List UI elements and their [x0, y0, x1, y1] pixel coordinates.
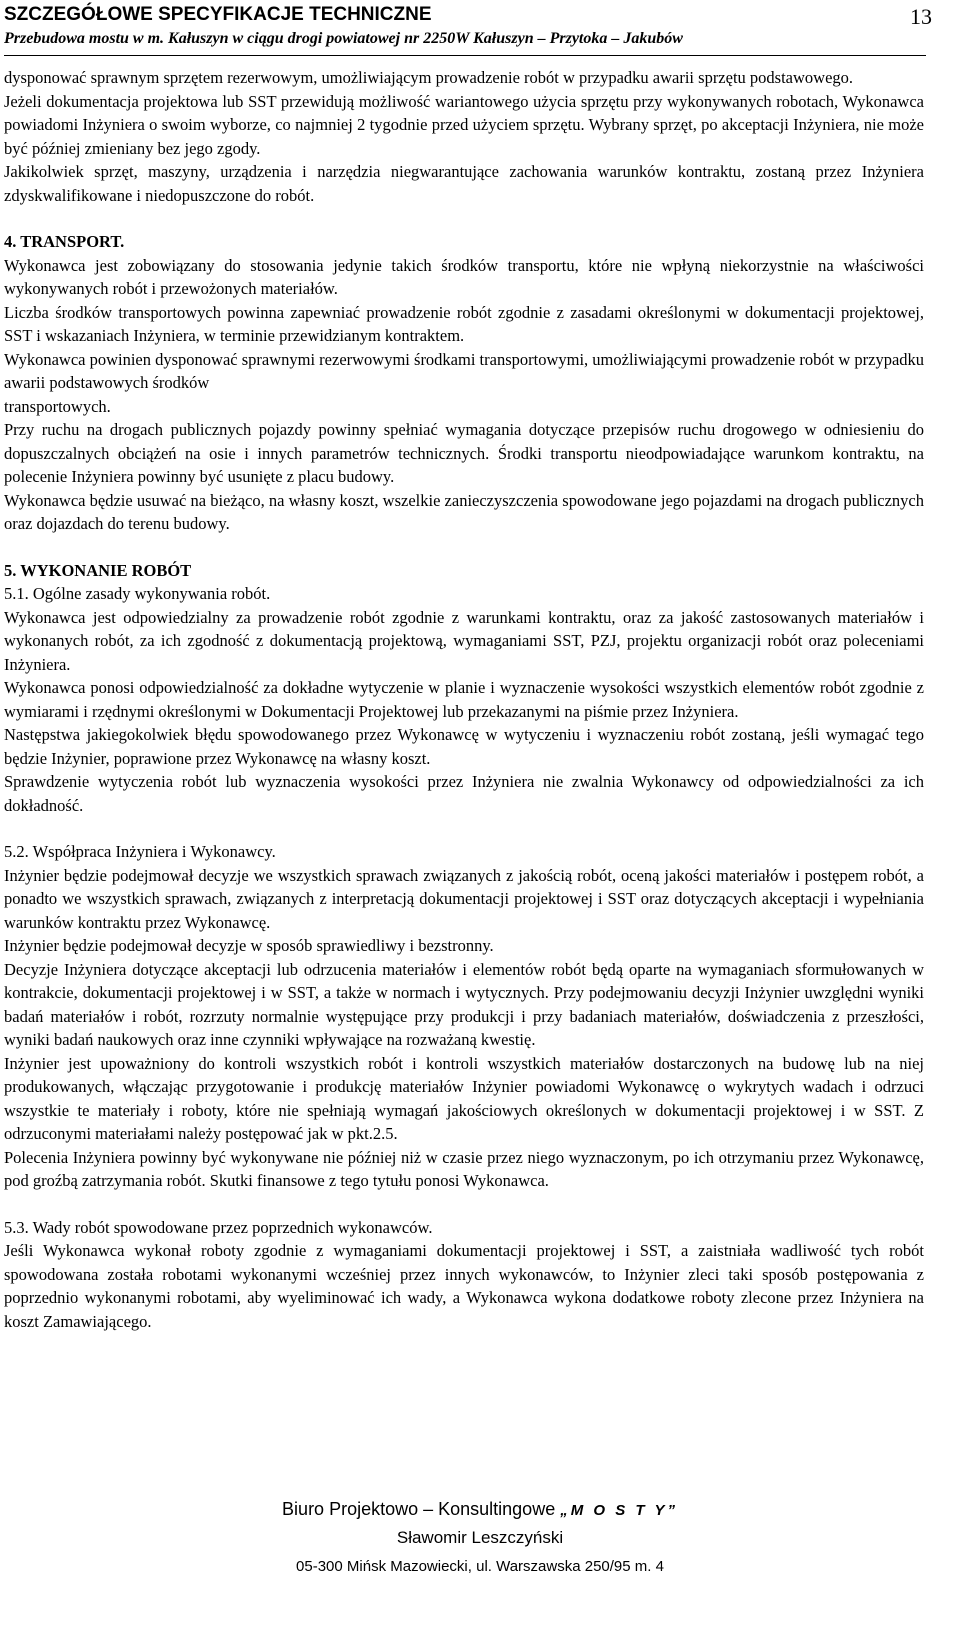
- paragraph: Sprawdzenie wytyczenia robót lub wyznaczenia wysokości przez Inżyniera nie zwalnia Wykonawcy od odpowiedzialności za ich dokładność.: [4, 772, 924, 815]
- section-heading: 4. TRANSPORT.: [4, 232, 125, 251]
- paragraph: Jakikolwiek sprzęt, maszyny, urządzenia i narzędzia niegwarantujące zachowania warunków kontraktu, zostaną przez Inżyniera zdyskwalifikowane i niedopuszczone do robót.: [4, 162, 924, 205]
- paragraph: Wykonawca powinien dysponować sprawnymi rezerwowymi środkami transportowymi, umożliwiającymi prowadzenie robót w przypadku awarii podstawowych środków: [4, 349, 925, 392]
- document-subtitle: Przebudowa mostu w m. Kałuszyn w ciągu drogi powiatowej nr 2250W Kałuszyn – Przytoka – Jakubów: [4, 30, 683, 47]
- paragraph-spacer: [4, 207, 924, 230]
- paragraph: 5.3. Wady robót spowodowane przez poprzednich wykonawców.: [4, 1217, 433, 1237]
- document-title: SZCZEGÓŁOWE SPECYFIKACJE TECHNICZNE: [4, 4, 432, 25]
- header-divider: [4, 55, 926, 56]
- footer-company: [0, 1496, 960, 1524]
- paragraph: 5.1. Ogólne zasady wykonywania robót.: [4, 584, 271, 603]
- paragraph: Wykonawca jest odpowiedzialny za prowadzenie robót zgodnie z warunkami kontraktu, oraz za jakość zastosowanych materiałów i wykonanych robót, za ich zgodność z dokumentacją projektową, wymaganiami SST, PZJ, projektu organizacji robót oraz poleceniami Inżyniera.: [4, 607, 924, 674]
- paragraph: dysponować sprawnym sprzętem rezerwowym, umożliwiającym prowadzenie robót w przypadku awarii sprzętu podstawowego.: [4, 68, 854, 87]
- paragraph: Inżynier będzie podejmował decyzje we wszystkich sprawach związanych z jakością robót, oceną jakości materiałów i postępem robót, a ponadto we wszystkich sprawach, związanych z interpretacją dokumentacji projektowej i SST oraz dotyczących akceptacji i wypełniania warunków kontraktu przez Wykonawcę.: [4, 865, 924, 932]
- footer-address: 05-300 Mińsk Mazowiecki, ul. Warszawska 250/95 m. 4: [296, 1558, 664, 1575]
- paragraph: Jeśli Wykonawca wykonał roboty zgodnie z wymaganiami dokumentacji projektowej i SST, a zaistniała wadliwość tych robót spowodowana została robotami wykonanymi wcześniej przez innych wykonawców, to Inżynier zleci taki sposób postępowania z poprzednio wykonanymi robotami, aby wyeliminować ich wady, a Wykonawca wykona dodatkowe roboty zlecone przez Inżyniera na koszt Zamawiającego.: [4, 1241, 924, 1331]
- paragraph-spacer: [4, 536, 924, 559]
- footer-brand: „M O S T Y”: [560, 1502, 678, 1519]
- paragraph: Decyzje Inżyniera dotyczące akceptacji lub odrzucenia materiałów i elementów robót będą oparte na wymaganiach sformułowanych w kontrakcie, dokumentacji projektowej i w SST, a także w normach i wytycznych. Przy podejmowaniu decyzji Inżynier uwzględni wyniki badań materiałów i robót, rozrzuty normalnie występujące przy produkcji i przy badaniach materiałów, doświadczenia z przeszłości, wyniki badań naukowych oraz inne czynniki wpływające na rozważaną kwestię.: [4, 959, 924, 1049]
- footer-owner: Sławomir Leszczyński: [396, 1528, 564, 1547]
- paragraph: Następstwa jakiegokolwiek błędu spowodowanego przez Wykonawcę w wytyczeniu i wyznaczeniu robót zostaną, jeśli wymagać tego będzie Inżynier, poprawione przez Wykonawcę na własny koszt.: [4, 725, 924, 768]
- paragraph: Wykonawca ponosi odpowiedzialność za dokładne wytyczenie w planie i wyznaczenie wysokości wszystkich elementów robót zgodnie z wymiarami i rzędnymi określonymi w Dokumentacji Projektowej lub przekazanymi na piśmie przez Inżyniera.: [4, 678, 924, 721]
- page-number: 13: [910, 4, 932, 29]
- section-heading: 5. WYKONANIE ROBÓT: [4, 560, 192, 580]
- paragraph: 5.2. Współpraca Inżyniera i Wykonawcy.: [4, 842, 276, 861]
- footer-company-name: Biuro Projektowo – Konsultingowe: [282, 1499, 556, 1519]
- paragraph: Liczba środków transportowych powinna zapewniać prowadzenie robót zgodnie z zasadami określonymi w dokumentacji projektowej, SST i wskazaniach Inżyniera, w terminie przewidzianym kontraktem.: [4, 302, 924, 345]
- paragraph: Wykonawca będzie usuwać na bieżąco, na własny koszt, wszelkie zanieczyszczenia spowodowane jego pojazdami na drogach publicznych oraz dojazdach do terenu budowy.: [4, 490, 924, 533]
- paragraph: Wykonawca jest zobowiązany do stosowania jedynie takich środków transportu, które nie wpłyną niekorzystnie na właściwości wykonywanych robót i przewożonych materiałów.: [4, 255, 924, 298]
- document-body: [4, 66, 924, 1333]
- paragraph: Inżynier jest upoważniony do kontroli wszystkich robót i kontroli wszystkich materiałów dostarczonych na budowę lub na niej produkowanych, włączając przygotowanie i produkcję materiałów Inżynier powiadomi Wykonawcę o wykrytych wadach i odrzuci wszystkie te materiały i roboty, które nie spełniają wymagań jakościowych określonych w dokumentacji projektowej i w SST. Z odrzuconymi materiałami należy postępować jak w pkt.2.5.: [4, 1053, 924, 1143]
- paragraph: Przy ruchu na drogach publicznych pojazdy powinny spełniać wymagania dotyczące przepisów ruchu drogowego w odniesieniu do dopuszczalnych obciążeń na osie i innych parametrów technicznych. Środki transportu nieodpowiadające warunkom kontraktu, na polecenie Inżyniera powinny być usunięte z placu budowy.: [4, 420, 924, 486]
- paragraph: transportowych.: [4, 396, 111, 416]
- paragraph: Jeżeli dokumentacja projektowa lub SST przewidują możliwość wariantowego użycia sprzętu przy wykonywanych robotach, Wykonawca powiadomi Inżyniera o swoim wyborze, co najmniej 2 tygodnie przed użyciem sprzętu. Wybrany sprzęt, po akceptacji Inżyniera, nie może być później zmieniany bez jego zgody.: [4, 91, 924, 158]
- paragraph-spacer: [4, 1193, 924, 1216]
- page-footer: [0, 1496, 960, 1578]
- paragraph: Inżynier będzie podejmował decyzje w sposób sprawiedliwy i bezstronny.: [4, 936, 494, 955]
- paragraph: Polecenia Inżyniera powinny być wykonywane nie później niż w czasie przez niego wyznaczonym, po ich otrzymaniu przez Wykonawcę, pod groźbą zatrzymania robót. Skutki finansowe z tego tytułu ponosi Wykonawca.: [4, 1147, 924, 1190]
- paragraph-spacer: [4, 817, 924, 840]
